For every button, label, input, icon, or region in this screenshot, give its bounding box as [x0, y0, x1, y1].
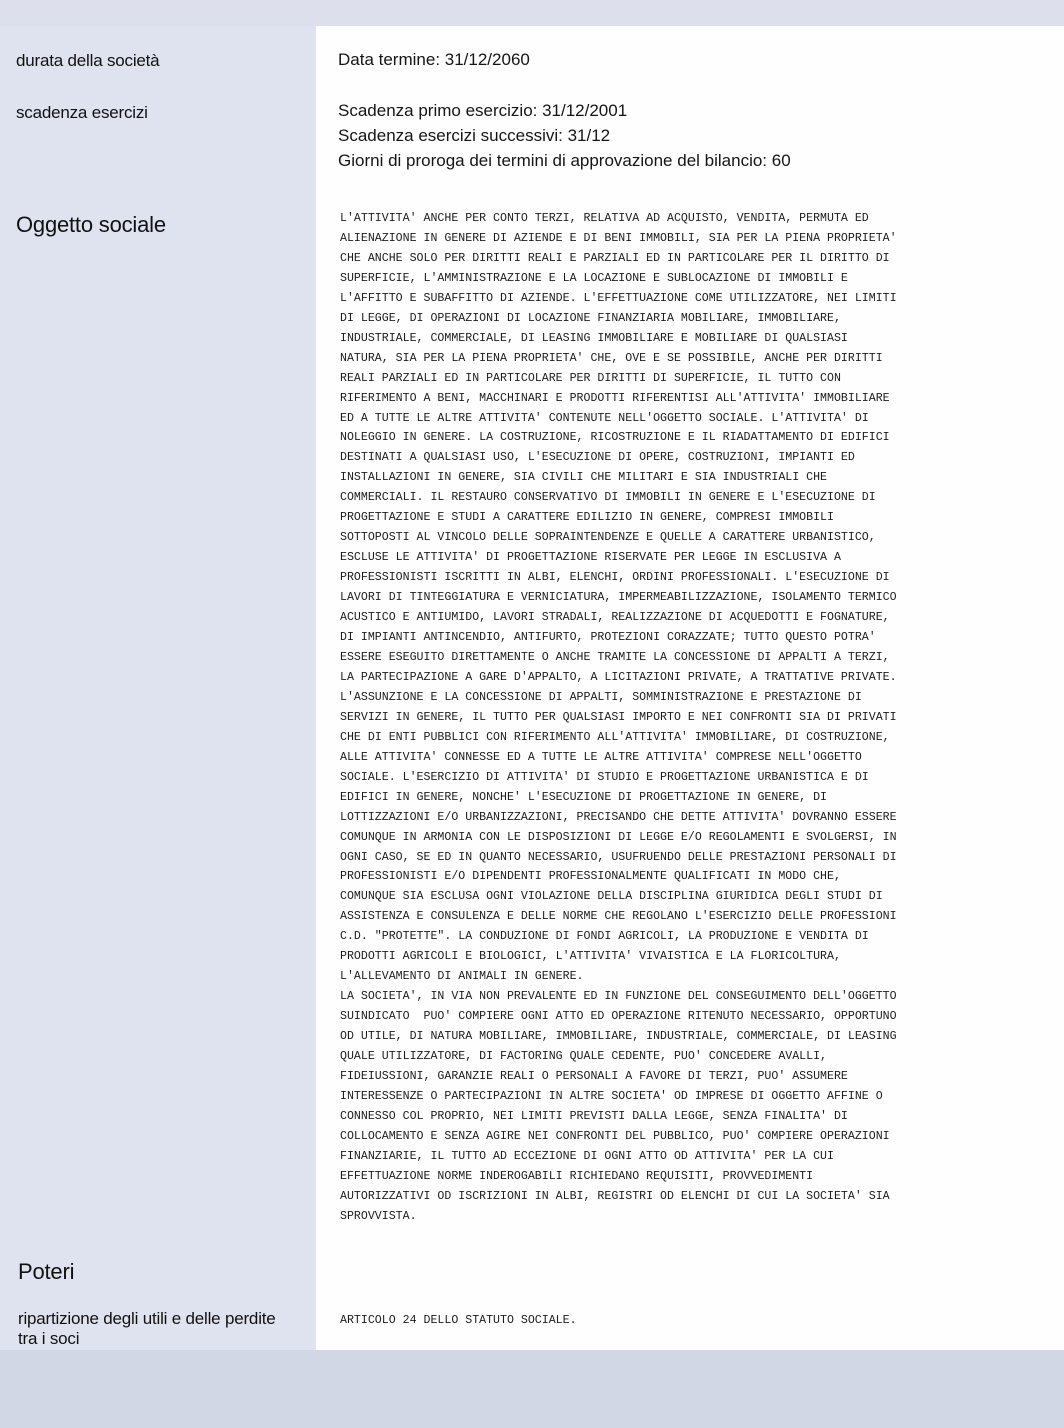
scadenza-successivi: Scadenza esercizi successivi: 31/12: [338, 126, 611, 145]
oggetto-line: OGNI CASO, SE ED IN QUANTO NECESSARIO, USUFRUENDO DELLE PRESTAZIONI PERSONALI DI: [340, 850, 897, 864]
oggetto-line: ALLE ATTIVITA' CONNESSE ED A TUTTE LE ALTRE ATTIVITA' COMPRESE NELL'OGGETTO: [340, 750, 862, 764]
oggetto-line: SOTTOPOSTI AL VINCOLO DELLE SOPRAINTENDENZE E QUELLE A CARATTERE URBANISTICO,: [340, 531, 876, 545]
oggetto-line: EFFETTUAZIONE NORME INDEROGABILI RICHIEDANO REQUISITI, PROVVEDIMENTI: [340, 1169, 814, 1183]
oggetto-line: LOTTIZZAZIONI E/O URBANIZZAZIONI, PRECISANDO CHE DETTE ATTIVITA' DOVRANNO ESSERE: [340, 810, 897, 824]
oggetto-line: SUINDICATO PUO' COMPIERE OGNI ATTO ED OPERAZIONE RITENUTO NECESSARIO, OPPORTUNO: [340, 1010, 897, 1024]
oggetto-line: CHE DI ENTI PUBBLICI CON RIFERIMENTO ALL'ATTIVITA' IMMOBILIARE, DI COSTRUZIONE,: [340, 730, 890, 744]
scadenza-label: scadenza esercizi: [16, 103, 148, 122]
oggetto-line: PROGETTAZIONE E STUDI A CARATTERE EDILIZIO IN GENERE, COMPRESI IMMOBILI: [340, 511, 834, 525]
oggetto-line: ACUSTICO E ANTIUMIDO, LAVORI STRADALI, REALIZZAZIONE DI ACQUEDOTTI E FOGNATURE,: [340, 611, 890, 625]
oggetto-line: ED A TUTTE LE ALTRE ATTIVITA' CONTENUTE NELL'OGGETTO SOCIALE. L'ATTIVITA' DI: [340, 411, 869, 425]
oggetto-line: CHE ANCHE SOLO PER DIRITTI REALI E PARZIALI ED IN PARTICOLARE PER IL DIRITTO DI: [340, 251, 890, 265]
oggetto-line: COMUNQUE IN ARMONIA CON LE DISPOSIZIONI DI LEGGE E/O REGOLAMENTI E SVOLGERSI, IN: [340, 830, 897, 844]
giorni-proroga: Giorni di proroga dei termini di approvazione del bilancio: 60: [338, 151, 791, 170]
oggetto-line: DESTINATI A QUALSIASI USO, L'ESECUZIONE DI OPERE, COSTRUZIONI, IMPIANTI ED: [340, 451, 855, 465]
oggetto-line: SPROVVISTA.: [340, 1209, 417, 1223]
oggetto-line: L'ATTIVITA' ANCHE PER CONTO TERZI, RELATIVA AD ACQUISTO, VENDITA, PERMUTA ED: [340, 212, 869, 225]
oggetto-line: FINANZIARIE, IL TUTTO AD ECCEZIONE DI OGNI ATTO OD ATTIVITA' PER LA CUI: [340, 1149, 834, 1163]
oggetto-line: ESSERE ESEGUITO DIRETTAMENTE O ANCHE TRAMITE LA CONCESSIONE DI APPALTI A TERZI,: [340, 650, 890, 664]
oggetto-line: SUPERFICIE, L'AMMINISTRAZIONE E LA LOCAZIONE E SUBLOCAZIONE DI IMMOBILI E: [340, 271, 848, 285]
oggetto-line: EDIFICI IN GENERE, NONCHE' L'ESECUZIONE DI PROGETTAZIONE IN GENERE, DI: [340, 790, 828, 804]
oggetto-line: COLLOCAMENTO E SENZA AGIRE NEI CONFRONTI DEL PUBBLICO, PUO' COMPIERE OPERAZIONI: [340, 1129, 890, 1143]
oggetto-line: ESCLUSE LE ATTIVITA' DI PROGETTAZIONE RISERVATE PER LEGGE IN ESCLUSIVA A: [340, 551, 841, 565]
oggetto-line: INSTALLAZIONI IN GENERE, SIA CIVILI CHE MILITARI E SIA INDUSTRIALI CHE: [340, 471, 828, 485]
oggetto-label: Oggetto sociale: [16, 212, 166, 237]
oggetto-line: PRODOTTI AGRICOLI E BIOLOGICI, L'ATTIVITA' VIVAISTICA E LA FLORICOLTURA,: [340, 950, 841, 964]
oggetto-line: NOLEGGIO IN GENERE. LA COSTRUZIONE, RICOSTRUZIONE E IL RIADATTAMENTO DI EDIFICI: [340, 431, 890, 445]
ripartizione-label-line2: tra i soci: [18, 1329, 80, 1348]
oggetto-line: ALIENAZIONE IN GENERE DI AZIENDE E DI BENI IMMOBILI, SIA PER LA PIENA PROPRIETA': [340, 231, 897, 245]
oggetto-line: QUALE UTILIZZATORE, DI FACTORING QUALE CEDENTE, PUO' CONCEDERE AVALLI,: [340, 1050, 828, 1064]
ripartizione-label-line1: ripartizione degli utili e delle perdite: [18, 1309, 276, 1328]
oggetto-line: CONNESSO COL PROPRIO, NEI LIMITI PREVISTI DALLA LEGGE, SENZA FINALITA' DI: [340, 1109, 848, 1123]
oggetto-line: FIDEIUSSIONI, GARANZIE REALI O PERSONALI A FAVORE DI TERZI, PUO' ASSUMERE: [340, 1069, 848, 1083]
durata-label: durata della società: [16, 51, 160, 70]
oggetto-line: DI LEGGE, DI OPERAZIONI DI LOCAZIONE FINANZIARIA MOBILIARE, IMMOBILIARE,: [340, 311, 841, 325]
oggetto-line: LA SOCIETA', IN VIA NON PREVALENTE ED IN FUNZIONE DEL CONSEGUIMENTO DELL'OGGETTO: [340, 990, 897, 1004]
oggetto-line: OD UTILE, DI NATURA MOBILIARE, IMMOBILIARE, INDUSTRIALE, COMMERCIALE, DI LEASING: [340, 1030, 897, 1044]
oggetto-line: SERVIZI IN GENERE, IL TUTTO PER QUALSIASI IMPORTO E NEI CONFRONTI SIA DI PRIVATI: [340, 710, 897, 724]
ripartizione-value: ARTICOLO 24 DELLO STATUTO SOCIALE.: [340, 1314, 577, 1327]
oggetto-line: LAVORI DI TINTEGGIATURA E VERNICIATURA, IMPERMEABILIZZAZIONE, ISOLAMENTO TERMICO: [340, 591, 897, 605]
oggetto-line: INTERESSENZE O PARTECIPAZIONI IN ALTRE SOCIETA' OD IMPRESE DI OGGETTO AFFINE O: [340, 1089, 883, 1103]
oggetto-line: COMUNQUE SIA ESCLUSA OGNI VIOLAZIONE DELLA DISCIPLINA GIURIDICA DEGLI STUDI DI: [340, 890, 883, 904]
oggetto-line: LA PARTECIPAZIONE A GARE D'APPALTO, A LICITAZIONI PRIVATE, A TRATTATIVE PRIVATE.: [340, 670, 897, 684]
data-termine: Data termine: 31/12/2060: [338, 50, 530, 69]
oggetto-line: DI IMPIANTI ANTINCENDIO, ANTIFURTO, PROTEZIONI CORAZZATE; TUTTO QUESTO POTRA': [340, 631, 876, 645]
oggetto-line: INDUSTRIALE, COMMERCIALE, DI LEASING IMMOBILIARE E MOBILIARE DI QUALSIASI: [340, 331, 848, 345]
oggetto-line: COMMERCIALI. IL RESTAURO CONSERVATIVO DI IMMOBILI IN GENERE E L'ESECUZIONE DI: [340, 491, 876, 505]
bottom-margin: [0, 1350, 1064, 1428]
oggetto-line: L'ALLEVAMENTO DI ANIMALI IN GENERE.: [340, 970, 584, 984]
oggetto-line: L'AFFITTO E SUBAFFITTO DI AZIENDE. L'EFFETTUAZIONE COME UTILIZZATORE, NEI LIMITI: [340, 291, 897, 305]
top-margin: [0, 0, 1064, 26]
oggetto-line: C.D. "PROTETTE". LA CONDUZIONE DI FONDI AGRICOLI, LA PRODUZIONE E VENDITA DI: [340, 930, 869, 944]
oggetto-line: PROFESSIONISTI E/O DIPENDENTI PROFESSIONALMENTE QUALIFICATI IN MODO CHE,: [340, 870, 841, 884]
oggetto-line: SOCIALE. L'ESERCIZIO DI ATTIVITA' DI STUDIO E PROGETTAZIONE URBANISTICA E DI: [340, 770, 869, 784]
oggetto-line: REALI PARZIALI ED IN PARTICOLARE PER DIRITTI DI SUPERFICIE, IL TUTTO CON: [340, 371, 841, 385]
oggetto-line: L'ASSUNZIONE E LA CONCESSIONE DI APPALTI, SOMMINISTRAZIONE E PRESTAZIONE DI: [340, 690, 862, 704]
oggetto-line: AUTORIZZATIVI OD ISCRIZIONI IN ALBI, REGISTRI OD ELENCHI DI CUI LA SOCIETA' SIA: [340, 1189, 890, 1203]
oggetto-line: RIFERIMENTO A BENI, MACCHINARI E PRODOTTI RIFERENTISI ALL'ATTIVITA' IMMOBILIARE: [340, 391, 890, 405]
oggetto-line: PROFESSIONISTI ISCRITTI IN ALBI, ELENCHI, ORDINI PROFESSIONALI. L'ESECUZIONE DI: [340, 571, 890, 585]
scadenza-primo: Scadenza primo esercizio: 31/12/2001: [338, 101, 628, 120]
oggetto-line: NATURA, SIA PER LA PIENA PROPRIETA' CHE, OVE E SE POSSIBILE, ANCHE PER DIRITTI: [340, 351, 883, 365]
oggetto-line: ASSISTENZA E CONSULENZA E DELLE NORME CHE REGOLANO L'ESERCIZIO DELLE PROFESSIONI: [340, 910, 897, 924]
poteri-label: Poteri: [18, 1259, 75, 1284]
oggetto-text: [340, 209, 1020, 1227]
